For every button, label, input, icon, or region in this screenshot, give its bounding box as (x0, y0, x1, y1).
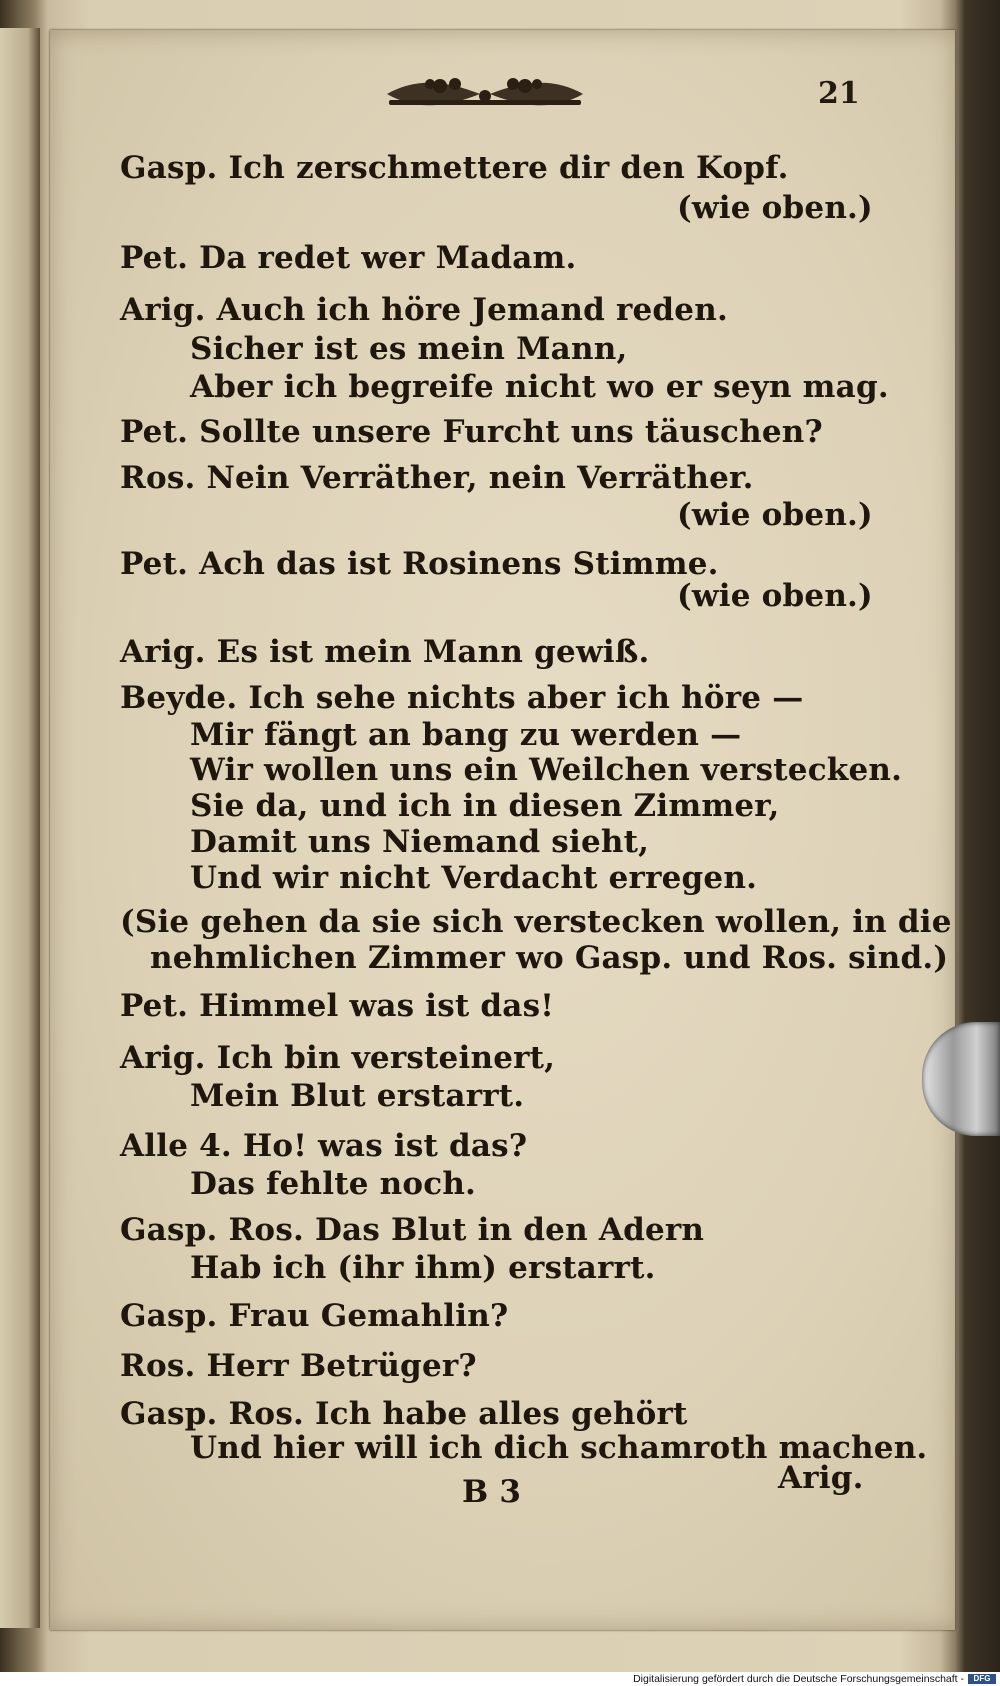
stage-direction: (wie oben.) (677, 578, 873, 614)
page-number: 21 (818, 76, 860, 111)
stage-direction: (wie oben.) (677, 497, 873, 533)
stage-direction: nehmlichen Zimmer wo Gasp. und Ros. sind.) (150, 940, 949, 976)
text-line: Pet. Sollte unsere Furcht uns täuschen? (120, 414, 823, 450)
text-line: Pet. Himmel was ist das! (120, 988, 555, 1024)
stage-direction: (Sie gehen da sie sich verstecken wollen, in die (120, 904, 952, 940)
text-line: Hab ich (ihr ihm) erstarrt. (190, 1250, 656, 1286)
facing-page-edge (0, 28, 40, 1628)
text-line: Mir fängt an bang zu werden — (190, 717, 742, 753)
signature-mark: B 3 (462, 1474, 522, 1510)
text-line: Gasp. Ros. Ich habe alles gehört (120, 1396, 688, 1432)
dfg-logo: DFG (968, 1674, 996, 1684)
catchword: Arig. (778, 1460, 864, 1496)
text-line: Arig. Auch ich höre Jemand reden. (120, 292, 728, 328)
footer-bar (0, 1672, 1000, 1686)
text-line: Ros. Nein Verräther, nein Verräther. (120, 460, 754, 496)
text-line: Pet. Ach das ist Rosinens Stimme. (120, 546, 719, 582)
stage-direction: (wie oben.) (677, 190, 873, 226)
text-line: Und hier will ich dich schamroth machen. (190, 1430, 928, 1466)
text-line: Damit uns Niemand sieht, (190, 824, 650, 860)
text-line: Sicher ist es mein Mann, (190, 331, 628, 367)
text-line: Sie da, und ich in diesen Zimmer, (190, 788, 780, 824)
text-line: Arig. Ich bin versteinert, (120, 1040, 556, 1076)
text-line: Das fehlte noch. (190, 1166, 477, 1202)
text-line: Gasp. Frau Gemahlin? (120, 1298, 509, 1334)
text-line: Ros. Herr Betrüger? (120, 1348, 477, 1384)
text-line: Pet. Da redet wer Madam. (120, 240, 577, 276)
text-line: Aber ich begreife nicht wo er seyn mag. (190, 369, 889, 405)
text-line: Wir wollen uns ein Weilchen verstecken. (190, 752, 903, 788)
text-line: Alle 4. Ho! was ist das? (120, 1128, 528, 1164)
decorative-headpiece-ornament (385, 72, 585, 116)
footer-credit: Digitalisierung gefördert durch die Deutsche Forschungsgemeinschaft - (633, 1673, 964, 1685)
text-line: Beyde. Ich sehe nichts aber ich höre — (120, 680, 804, 716)
text-line: Arig. Es ist mein Mann gewiß. (120, 634, 650, 670)
text-line: Und wir nicht Verdacht erregen. (190, 860, 758, 896)
text-line: Mein Blut erstarrt. (190, 1078, 525, 1114)
text-line: Gasp. Ich zerschmettere dir den Kopf. (120, 150, 789, 186)
text-line: Gasp. Ros. Das Blut in den Adern (120, 1212, 705, 1248)
